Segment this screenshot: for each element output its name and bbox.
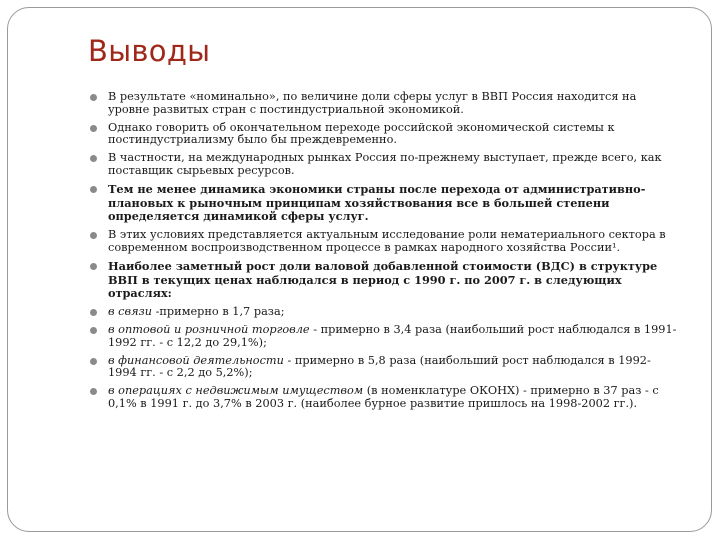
bullet-icon: [90, 309, 97, 316]
bullet-text: В частности, на международных рынках Россия по-прежнему выступает, прежде всего, как поставщик сырьевых ресурсов.: [108, 151, 662, 177]
bullet-icon: [90, 125, 97, 132]
bullet-icon: [90, 388, 97, 395]
bullet-list: [88, 91, 678, 416]
bullet-icon: [90, 155, 97, 162]
list-item: [88, 183, 678, 224]
list-item: [88, 229, 678, 255]
bullet-text: -примерно в 1,7 раза;: [152, 305, 285, 319]
slide-title: Выводы: [88, 34, 211, 68]
bullet-text: - примерно в 5,8 раза (наибольший рост наблюдался в 1992-1994 гг. - с 2,2 до 5,2%);: [108, 353, 651, 380]
bullet-text: Наиболее заметный рост доли валовой добавленной стоимости (ВДС) в структуре ВВП в текущих ценах наблюдался в период с 1990 г. по 2007 г. в следующих отраслях:: [108, 258, 658, 301]
list-item: [88, 306, 678, 319]
list-item: [88, 260, 678, 301]
list-item: [88, 91, 678, 117]
bullet-text: Тем не менее динамика экономики страны после перехода от административно-плановых к рыночным принципам хозяйствования все в большей степени определяется динамикой сферы услуг.: [108, 181, 646, 224]
sector-name: в операциях с недвижимым имуществом: [108, 384, 364, 398]
sector-name: в финансовой деятельности: [108, 353, 284, 367]
bullet-text: Однако говорить об окончательном переходе российской экономической системы к постиндустриализму было бы преждевременно.: [108, 120, 615, 147]
bullet-text: В этих условиях представляется актуальным исследование роли нематериального сектора в современном воспроизводственном процессе в рамках народного хозяйства России¹.: [108, 228, 666, 254]
bullet-icon: [90, 327, 97, 334]
list-item: [88, 324, 678, 350]
bullet-icon: [90, 94, 97, 101]
sector-name: в связи: [108, 305, 152, 319]
sector-name: в оптовой и розничной торговле: [108, 322, 310, 336]
bullet-icon: [90, 186, 97, 193]
bullet-icon: [90, 232, 97, 239]
bullet-text: (в номенклатуре ОКОНХ) - примерно в 37 раз - с 0,1% в 1991 г. до 3,7% в 2003 г. (наиболее бурное развитие пришлось на 1998-2002 гг.).: [108, 384, 659, 410]
bullet-icon: [90, 358, 97, 365]
list-item: [88, 122, 678, 148]
bullet-text: В результате «номинально», по величине доли сферы услуг в ВВП Россия находится на уровне развитых стран с постиндустриальной экономикой.: [108, 90, 637, 116]
bullet-icon: [90, 263, 97, 270]
list-item: [88, 152, 678, 178]
list-item: [88, 355, 678, 381]
list-item: [88, 385, 678, 411]
bullet-text: - примерно в 3,4 раза (наибольший рост наблюдался в 1991-1992 гг. - с 12,2 до 29,1%);: [108, 322, 677, 349]
slide-frame: [7, 7, 712, 532]
